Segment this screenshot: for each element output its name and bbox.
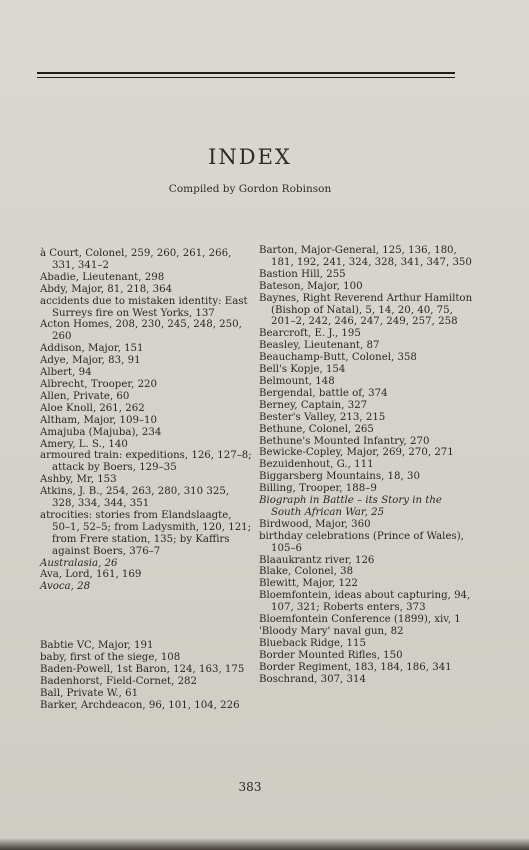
index-entry: Albrecht, Trooper, 220	[40, 378, 158, 390]
index-entry: Abdy, Major, 81, 218, 364	[40, 283, 173, 295]
index-entry: Aloe Knoll, 261, 262	[40, 402, 145, 414]
index-entry: Addison, Major, 151	[40, 343, 144, 355]
index-entry: à Court, Colonel, 259, 260, 261, 266, 331, 341–2	[40, 248, 232, 271]
index-entry: Altham, Major, 109–10	[40, 414, 158, 426]
index-entry: Bell's Kopje, 154	[259, 364, 346, 376]
index-group-b-continued	[259, 245, 473, 686]
index-entry: Australasia, 26	[40, 557, 118, 569]
index-entry: Baden-Powell, 1st Baron, 124, 163, 175	[40, 664, 245, 676]
index-entry: Belmount, 148	[259, 375, 335, 387]
page-bottom-shadow	[0, 838, 529, 850]
index-entry: birthday celebrations (Prince of Wales), 105–6	[259, 530, 464, 554]
index-column-left	[40, 248, 252, 712]
index-entry: Badenhorst, Field-Cornet, 282	[40, 676, 198, 687]
index-entry: Allen, Private, 60	[40, 390, 130, 402]
index-entry: Bloemfontein Conference (1899), xiv, 1	[259, 614, 461, 626]
index-entry: Bezuidenhout, G., 111	[259, 459, 374, 471]
index-entry: Ashby, Mr, 153	[40, 474, 117, 486]
index-entry: Border Regiment, 183, 184, 186, 341	[259, 661, 452, 673]
index-group-a	[40, 248, 252, 593]
page-title: INDEX	[208, 145, 292, 169]
index-entry: Beasley, Lieutenant, 87	[259, 340, 380, 352]
index-entry: Baynes, Right Reverend Arthur Hamilton (Bishop of Natal), 5, 14, 20, 40, 75, 201–2, 242, 246, 247, 249, 257, 258	[259, 292, 473, 328]
index-entry: Boschrand, 307, 314	[259, 673, 366, 685]
compiler-credit: Compiled by Gordon Robinson	[168, 183, 332, 195]
index-entry: Biggarsberg Mountains, 18, 30	[259, 471, 420, 483]
group-spacer	[40, 593, 252, 640]
index-entry: Albert, 94	[40, 367, 92, 379]
index-entry: Blueback Ridge, 115	[259, 637, 366, 649]
index-entry: Atkins, J. B., 254, 263, 280, 310 325, 328, 334, 344, 351	[40, 486, 230, 510]
index-entry: Billing, Trooper, 188–9	[259, 483, 377, 495]
index-entry: armoured train: expeditions, 126, 127–8; attack by Boers, 129–35	[40, 450, 252, 474]
index-entry: 'Bloody Mary' naval gun, 82	[259, 626, 404, 637]
index-entry: Amery, L. S., 140	[40, 438, 128, 450]
index-entry: Bethune's Mounted Infantry, 270	[259, 435, 430, 447]
index-entry: Ball, Private W., 61	[40, 687, 139, 699]
index-entry: Acton Homes, 208, 230, 245, 248, 250, 260	[40, 319, 242, 343]
index-entry: Blaaukrantz river, 126	[259, 554, 375, 566]
index-entry: baby, first of the siege, 108	[40, 652, 181, 664]
index-entry: Bethune, Colonel, 265	[259, 423, 374, 435]
index-entry: Bewicke-Copley, Major, 269, 270, 271	[259, 447, 454, 459]
index-entry: Barton, Major-General, 125, 136, 180, 181, 192, 241, 324, 328, 341, 347, 350	[259, 245, 472, 268]
index-entry: Berney, Captain, 327	[259, 399, 368, 411]
index-entry: Bergendal, battle of, 374	[259, 387, 388, 399]
top-rule-thin	[37, 77, 455, 78]
page-number: 383	[238, 780, 262, 794]
index-column-right	[259, 245, 473, 686]
index-entry: atrocities: stories from Elandslaagte, 50–1, 52–5; from Ladysmith, 120, 121; from Frere station, 135; by Kaffirs against Boers, 376–7	[40, 509, 252, 557]
index-entry: Blake, Colonel, 38	[259, 566, 354, 578]
index-entry: Bester's Valley, 213, 215	[259, 411, 386, 423]
index-entry: Bateson, Major, 100	[259, 280, 363, 292]
index-entry: Barker, Archdeacon, 96, 101, 104, 226	[40, 699, 240, 711]
index-entry: Abadie, Lieutenant, 298	[40, 271, 165, 283]
index-entry: Birdwood, Major, 360	[259, 518, 371, 530]
index-entry: Adye, Major, 83, 91	[40, 355, 141, 367]
index-entry: Babtie VC, Major, 191	[40, 640, 154, 652]
index-entry: accidents due to mistaken identity: East Surreys fire on West Yorks, 137	[40, 295, 248, 319]
index-entry: Blewitt, Major, 122	[259, 578, 358, 590]
index-group-b	[40, 640, 252, 711]
index-entry: Ava, Lord, 161, 169	[40, 569, 142, 581]
index-entry: Avoca, 28	[40, 581, 91, 593]
index-entry: Biograph in Battle – its Story in the South African War, 25	[259, 495, 442, 518]
top-rule-thick	[37, 72, 455, 74]
index-entry: Border Mounted Rifles, 150	[259, 649, 403, 661]
index-entry: Beauchamp-Butt, Colonel, 358	[259, 352, 417, 364]
index-entry: Bloemfontein, ideas about capturing, 94, 107, 321; Roberts enters, 373	[259, 590, 471, 614]
index-entry: Amajuba (Majuba), 234	[40, 426, 162, 438]
index-entry: Bearcroft, E. J., 195	[259, 328, 361, 340]
index-entry: Bastion Hill, 255	[259, 268, 346, 280]
